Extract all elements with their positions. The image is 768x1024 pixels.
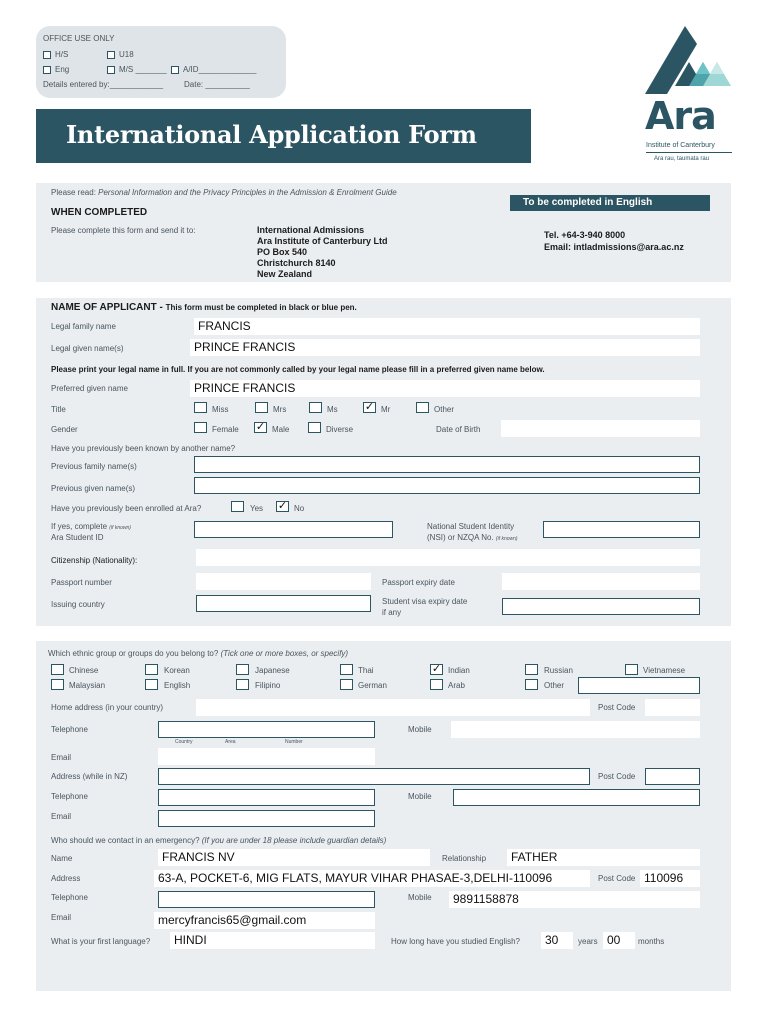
please-read-guide: Personal Information and the Privacy Principles in the Admission & Enrolment Guide xyxy=(98,188,397,197)
ethnic-thai-label: Thai xyxy=(358,666,374,675)
emergency-question-note: (If you are under 18 please include guardian details) xyxy=(201,836,387,845)
address-line-5: New Zealand xyxy=(257,269,313,279)
citizenship-field[interactable] xyxy=(196,549,700,566)
ethnic-russian-checkbox[interactable] xyxy=(525,664,538,675)
ara-logo-wordmark: Ara xyxy=(645,94,716,138)
when-completed-heading: WHEN COMPLETED xyxy=(51,207,148,218)
emergency-post-code-field[interactable]: 110096 xyxy=(640,870,700,887)
known-other-name-question: Have you previously been known by another name? xyxy=(51,444,236,453)
nz-telephone-label: Telephone xyxy=(51,792,88,801)
emergency-question-text: Who should we contact in an emergency? xyxy=(51,836,202,845)
emergency-mobile-label: Mobile xyxy=(408,893,432,902)
telephone-number-hint: Number xyxy=(285,739,303,745)
ethnic-german-label: German xyxy=(358,681,387,690)
title-mrs-checkbox[interactable] xyxy=(255,402,268,413)
gender-male-checkbox[interactable]: ✓ xyxy=(255,421,266,433)
if-yes-label xyxy=(51,522,131,531)
ethnic-chinese-label: Chinese xyxy=(69,666,99,675)
home-address-label: Home address (in your country) xyxy=(51,703,164,712)
nsi-field[interactable] xyxy=(543,521,700,538)
home-post-code-label: Post Code xyxy=(598,703,636,712)
ethnic-malaysian-checkbox[interactable] xyxy=(51,679,64,690)
if-yes-text: If yes, complete xyxy=(51,522,108,531)
if-known-note: (if known) xyxy=(109,525,131,531)
preferred-name-field[interactable]: PRINCE FRANCIS xyxy=(190,380,700,397)
office-eng-checkbox[interactable] xyxy=(43,66,51,74)
telephone-country-hint: Country xyxy=(175,739,193,745)
ethnic-japanese-checkbox[interactable] xyxy=(236,664,249,675)
enrolled-no-label: No xyxy=(294,504,305,513)
applicant-heading-label: NAME OF APPLICANT - xyxy=(51,302,166,313)
emergency-telephone-label: Telephone xyxy=(51,893,88,902)
ara-logo-tagline: Ara rau, taumata rau xyxy=(654,156,710,162)
passport-expiry-label: Passport expiry date xyxy=(382,578,455,587)
enrolled-question: Have you previously been enrolled at Ara? xyxy=(51,504,202,513)
ethnic-question-text: Which ethnic group or groups do you belong to? xyxy=(48,649,221,658)
ethnic-filipino-label: Filipino xyxy=(255,681,281,690)
title-mr-checkbox[interactable]: ✓ xyxy=(364,401,375,413)
ethnic-arab-label: Arab xyxy=(448,681,465,690)
emergency-post-code-label: Post Code xyxy=(598,874,636,883)
address-line-2: Ara Institute of Canterbury Ltd xyxy=(257,236,388,246)
send-to-text: Please complete this form and send it to: xyxy=(51,226,196,235)
passport-number-field[interactable] xyxy=(196,573,371,590)
gender-label: Gender xyxy=(51,425,78,434)
title-label: Title xyxy=(51,405,66,414)
title-mrs-label: Mrs xyxy=(273,405,287,414)
applicant-heading xyxy=(51,302,357,313)
please-read-text xyxy=(51,188,397,197)
ethnic-malaysian-label: Malaysian xyxy=(69,681,106,690)
nz-post-code-label: Post Code xyxy=(598,772,636,781)
office-ms-label: M/S _______ xyxy=(119,65,167,74)
office-use-title: OFFICE USE ONLY xyxy=(43,34,115,43)
ara-logo-icon xyxy=(645,26,733,98)
home-telephone-label: Telephone xyxy=(51,725,88,734)
title-mr-label: Mr xyxy=(381,405,391,414)
ethnic-other-checkbox[interactable] xyxy=(525,679,538,690)
legal-family-name-field[interactable]: FRANCIS xyxy=(194,318,700,335)
ethnic-thai-checkbox[interactable] xyxy=(340,664,353,675)
emergency-question xyxy=(51,836,386,845)
ethnic-other-field[interactable] xyxy=(578,677,700,694)
legal-given-name-label: Legal given name(s) xyxy=(51,344,124,353)
home-address-field[interactable] xyxy=(196,699,590,716)
nz-address-field[interactable] xyxy=(158,768,590,785)
emergency-address-field[interactable]: 63-A, POCKET-6, MIG FLATS, MAYUR VIHAR PHASAE-3,DELHI-110096 xyxy=(154,870,590,887)
issuing-country-field[interactable] xyxy=(196,595,371,612)
home-email-field[interactable] xyxy=(158,748,375,765)
office-ms-checkbox[interactable] xyxy=(107,66,115,74)
title-other-label: Other xyxy=(434,405,455,414)
gender-female-label: Female xyxy=(212,425,239,434)
ethnic-russian-label: Russian xyxy=(544,666,573,675)
visa-expiry-label-2: if any xyxy=(382,608,402,617)
telephone-area-hint: Area xyxy=(225,739,236,745)
office-hs-label: H/S xyxy=(55,50,69,59)
emergency-email-field[interactable]: mercyfrancis65@gmail.com xyxy=(154,912,375,929)
ethnic-arab-checkbox[interactable] xyxy=(430,679,443,690)
nsi-if-known-note: (if known) xyxy=(495,536,518,542)
ethnic-german-checkbox[interactable] xyxy=(340,679,353,690)
ethnic-english-label: English xyxy=(164,681,191,690)
visa-expiry-label-1: Student visa expiry date xyxy=(382,597,468,606)
title-ms-checkbox[interactable] xyxy=(309,402,322,413)
months-field[interactable]: 00 xyxy=(603,932,635,949)
office-u18-label: U18 xyxy=(119,50,134,59)
nz-telephone-field[interactable] xyxy=(158,789,375,806)
ara-student-id-label: Ara Student ID xyxy=(51,533,104,542)
ethnic-korean-label: Korean xyxy=(164,666,190,675)
emergency-address-label: Address xyxy=(51,874,81,883)
years-field[interactable]: 30 xyxy=(541,932,573,949)
office-aid-checkbox[interactable] xyxy=(171,66,179,74)
emergency-telephone-field[interactable] xyxy=(158,891,375,908)
studied-english-label: How long have you studied English? xyxy=(391,937,520,946)
gender-male-label: Male xyxy=(272,425,290,434)
dob-field[interactable] xyxy=(501,420,700,437)
office-u18-checkbox[interactable] xyxy=(107,51,115,59)
print-name-note: Please print your legal name in full. If you are not commonly called by your legal name please fill in a preferred given name below. xyxy=(51,365,545,374)
preferred-name-label: Preferred given name xyxy=(51,384,128,393)
nz-address-label: Address (while in NZ) xyxy=(51,772,128,781)
title-other-checkbox[interactable] xyxy=(416,402,429,413)
home-telephone-field[interactable] xyxy=(158,721,375,738)
ethnic-filipino-checkbox[interactable] xyxy=(236,679,249,690)
emergency-name-label: Name xyxy=(51,854,73,863)
issuing-country-label: Issuing country xyxy=(51,600,105,609)
nz-email-field[interactable] xyxy=(158,810,375,827)
nz-mobile-label: Mobile xyxy=(408,792,432,801)
english-banner-text: To be completed in English xyxy=(523,197,653,208)
applicant-heading-note: This form must be completed in black or blue pen. xyxy=(165,303,357,312)
nz-post-code-field[interactable] xyxy=(645,768,700,785)
emergency-name-field[interactable]: FRANCIS NV xyxy=(158,849,430,866)
gender-female-checkbox[interactable] xyxy=(194,422,207,433)
nz-mobile-field[interactable] xyxy=(453,789,700,806)
enrolled-no-checkbox[interactable]: ✓ xyxy=(277,500,288,512)
please-read-label: Please read: xyxy=(51,188,99,197)
office-hs-checkbox[interactable] xyxy=(43,51,51,59)
legal-family-name-label: Legal family name xyxy=(51,322,116,331)
passport-expiry-field[interactable] xyxy=(502,573,700,590)
visa-expiry-field[interactable] xyxy=(502,598,700,615)
contact-tel: Tel. +64-3-940 8000 xyxy=(544,230,626,240)
ethnic-question xyxy=(48,649,348,658)
office-details-entered: Details entered by:____________ xyxy=(43,80,164,89)
ethnic-korean-checkbox[interactable] xyxy=(145,664,158,675)
nsi-label-line1: National Student Identity xyxy=(427,522,515,531)
nsi-label-line2 xyxy=(427,533,518,542)
previous-given-name-field[interactable] xyxy=(194,477,700,494)
home-mobile-label: Mobile xyxy=(408,725,432,734)
home-mobile-field[interactable] xyxy=(451,721,700,738)
contact-email: Email: intladmissions@ara.ac.nz xyxy=(544,242,684,252)
ethnic-vietnamese-checkbox[interactable] xyxy=(625,664,638,675)
passport-number-label: Passport number xyxy=(51,578,112,587)
address-line-1: International Admissions xyxy=(257,225,365,235)
first-language-label: What is your first language? xyxy=(51,937,151,946)
enrolled-yes-label: Yes xyxy=(250,504,264,513)
previous-given-name-label: Previous given name(s) xyxy=(51,484,136,493)
office-aid-label: A/ID_____________ xyxy=(183,65,257,74)
address-line-3: PO Box 540 xyxy=(257,247,308,257)
relationship-label: Relationship xyxy=(442,854,487,863)
home-post-code-field[interactable] xyxy=(645,699,700,716)
previous-family-name-label: Previous family name(s) xyxy=(51,462,137,471)
logo-divider xyxy=(646,152,732,153)
ethnic-english-checkbox[interactable] xyxy=(145,679,158,690)
ethnic-japanese-label: Japanese xyxy=(255,666,290,675)
emergency-mobile-field[interactable]: 9891158878 xyxy=(449,891,700,908)
previous-family-name-field[interactable] xyxy=(194,456,700,473)
gender-diverse-checkbox[interactable] xyxy=(308,422,321,433)
ethnic-vietnamese-label: Vietnamese xyxy=(643,666,686,675)
ethnic-question-note: (Tick one or more boxes, or specify) xyxy=(220,649,349,658)
ethnic-other-label: Other xyxy=(544,681,565,690)
title-ms-label: Ms xyxy=(327,405,338,414)
legal-given-name-field[interactable]: PRINCE FRANCIS xyxy=(190,339,700,356)
dob-label: Date of Birth xyxy=(436,425,481,434)
emergency-email-label: Email xyxy=(51,913,72,922)
office-eng-label: Eng xyxy=(55,65,70,74)
title-miss-checkbox[interactable] xyxy=(194,402,207,413)
first-language-field[interactable]: HINDI xyxy=(170,932,375,949)
months-label: months xyxy=(638,937,665,946)
nsi-text: (NSI) or NZQA No. xyxy=(427,533,494,542)
page-title: International Application Form xyxy=(66,120,477,149)
title-miss-label: Miss xyxy=(212,405,229,414)
ara-logo-subtitle: Institute of Canterbury xyxy=(646,142,715,149)
ara-student-id-field[interactable] xyxy=(194,521,393,538)
address-line-4: Christchurch 8140 xyxy=(257,258,336,268)
gender-diverse-label: Diverse xyxy=(326,425,354,434)
enrolled-yes-checkbox[interactable] xyxy=(231,501,244,512)
ethnic-indian-label: Indian xyxy=(448,666,470,675)
office-date: Date: __________ xyxy=(184,80,250,89)
citizenship-label: Citizenship (Nationality): xyxy=(51,556,138,565)
ethnic-chinese-checkbox[interactable] xyxy=(51,664,64,675)
ethnic-indian-checkbox[interactable]: ✓ xyxy=(431,663,442,675)
years-label: years xyxy=(578,937,598,946)
home-email-label: Email xyxy=(51,753,72,762)
nz-email-label: Email xyxy=(51,812,72,821)
relationship-field[interactable]: FATHER xyxy=(507,849,700,866)
